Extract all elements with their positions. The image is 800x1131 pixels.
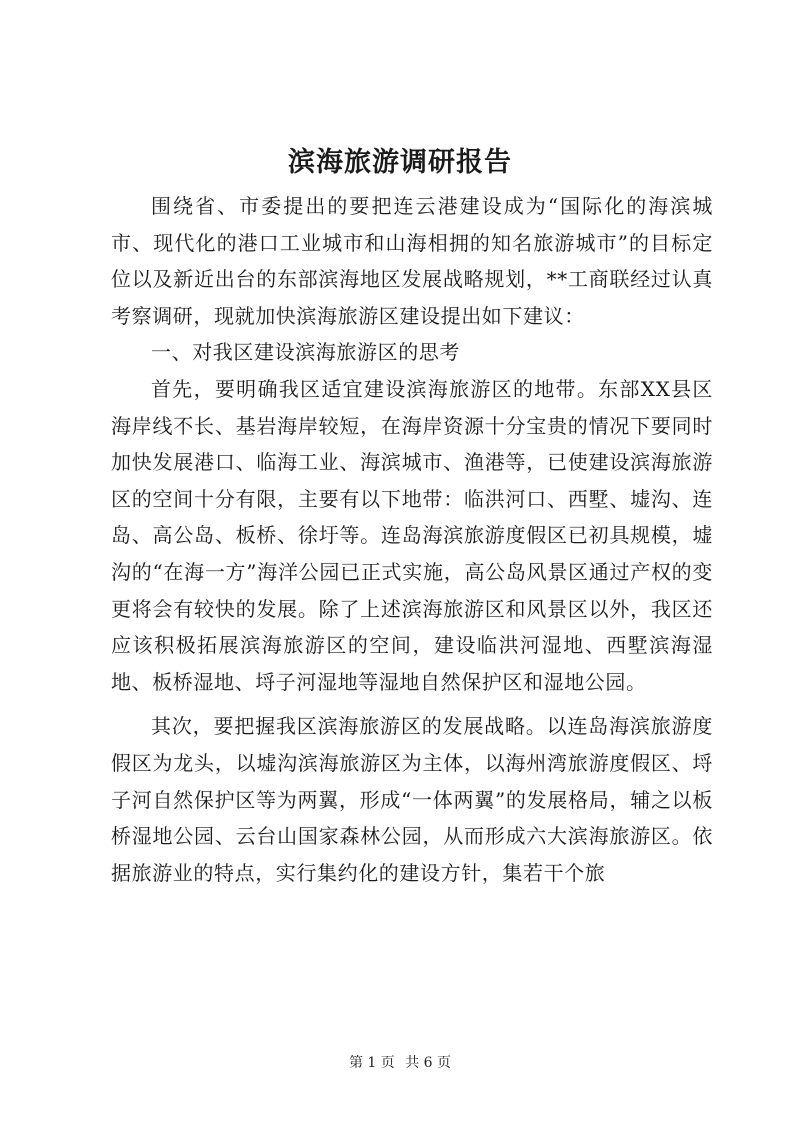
page-number: 第 1 页	[348, 1055, 395, 1071]
section-heading: 一、对我区建设滨海旅游区的思考	[151, 340, 460, 365]
intro-paragraph: 围绕省、市委提出的要把连云港建设成为“国际化的海滨城市、现代化的港口工业城市和山海相拥的知名旅游城市”的目标定位以及新近出台的东部滨海地区发展战略规划，**工商联经过认真考察调研，现就加快滨海旅游区建设提出如下建议：	[111, 194, 713, 328]
page-footer	[0, 1052, 800, 1072]
page-total: 共 6 页	[405, 1055, 452, 1071]
body-paragraph-first: 首先，要明确我区适宜建设滨海旅游区的地带。东部XX县区海岸线不长、基岩海岸较短，在海岸资源十分宝贵的情况下要同时加快发展港口、临海工业、海滨城市、渔港等，已使建设滨海旅游区的空间十分有限，主要有以下地带：临洪河口、西墅、墟沟、连岛、高公岛、板桥、徐圩等。连岛海滨旅游度假区已初具规模，墟沟的“在海一方”海洋公园已正式实施，高公岛风景区通过产权的变更将会有较快的发展。除了上述滨海旅游区和风景区以外，我区还应该积极拓展滨海旅游区的空间，建设临洪河湿地、西墅滨海湿地、板桥湿地、埒子河湿地等湿地自然保护区和湿地公园。	[111, 376, 713, 694]
page-title: 滨海旅游调研报告	[288, 147, 512, 178]
document-body	[111, 188, 713, 891]
body-paragraph-second: 其次，要把握我区滨海旅游区的发展战略。以连岛海滨旅游度假区为龙头，以墟沟滨海旅游区为主体，以海州湾旅游度假区、埒子河自然保护区等为两翼，形成“一体两翼”的发展格局，辅之以板桥湿地公园、云台山国家森林公园，从而形成六大滨海旅游区。依据旅游业的特点，实行集约化的建设方针，集若干个旅	[111, 714, 713, 885]
